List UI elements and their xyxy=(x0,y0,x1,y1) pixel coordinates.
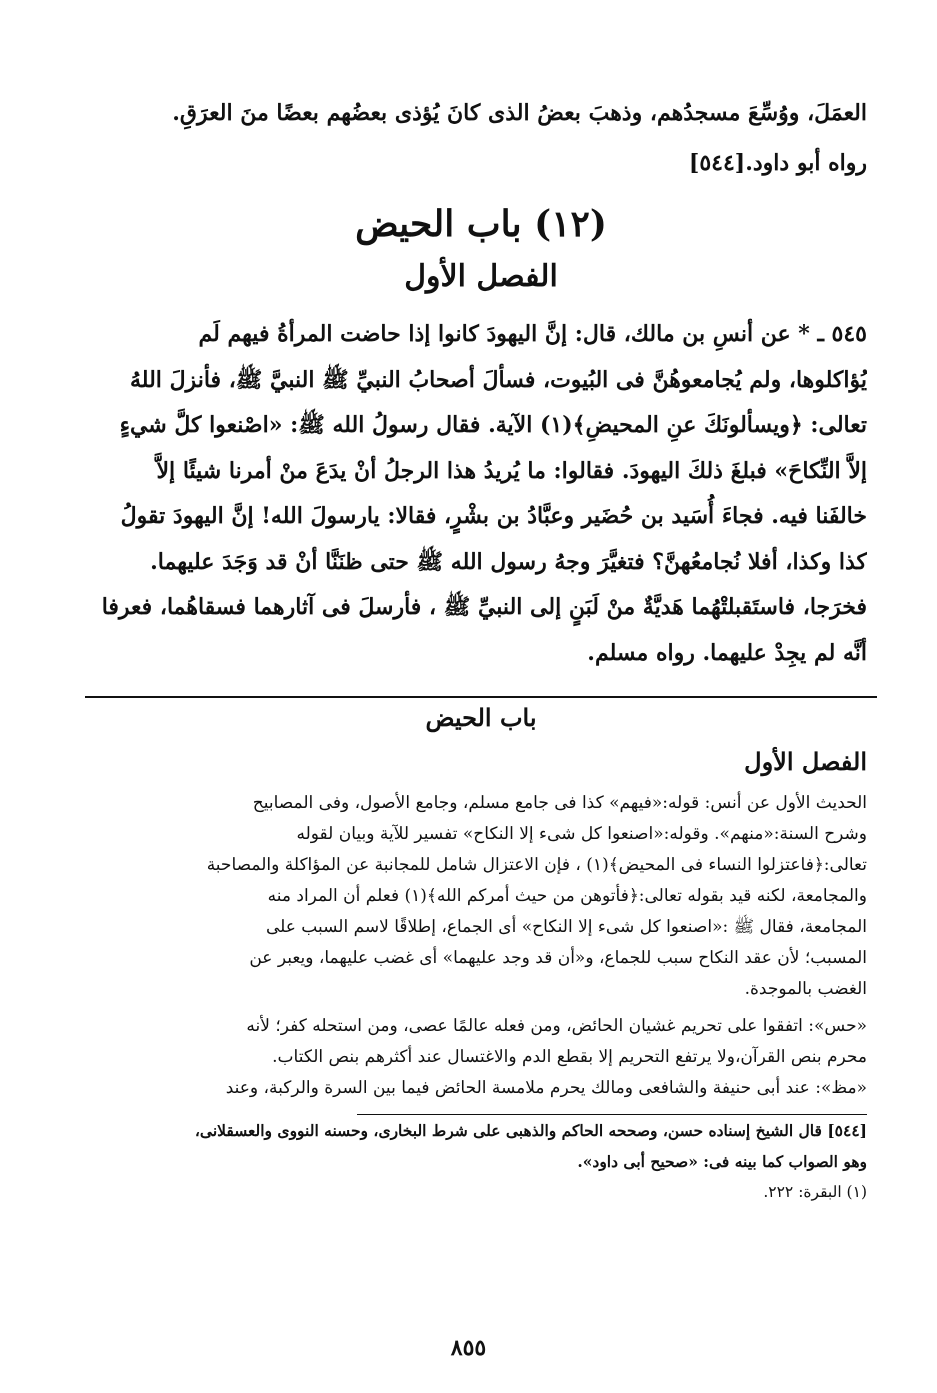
commentary-subtitle: الفصل الأول xyxy=(744,747,867,776)
text-line: «مظ»: عند أبى حنيفة والشافعى ومالك يحرم ملامسة الحائض فيما بين السرة والركبة، وعند xyxy=(225,1078,867,1098)
section-title: الفصل الأول xyxy=(404,259,558,294)
chapter-title: (١٢) باب الحيض xyxy=(355,203,607,245)
commentary-notes xyxy=(95,1011,867,1104)
text-line: الغضب بالموجدة. xyxy=(744,979,867,999)
text-line: «حس»: اتفقوا على تحريم غشيان الحائض، ومن فعله عالمًا عصى، ومن استحله كفر؛ لأنه xyxy=(246,1016,867,1036)
text-line: كذا وكذا، أفلا نُجامعُهنَّ؟ فتغيَّرَ وجهُ رسول الله ﷺ حتى ظنَنَّا أنْ قد وَجَدَ عليهما. xyxy=(150,548,867,575)
text-line: العمَلَ، ووُسِّعَ مسجدُهم، وذهبَ بعضُ الذى كانَ يُؤذى بعضُهم بعضًا منَ العرَقِ. xyxy=(172,100,867,126)
text-line: المسبب؛ لأن عقد النكاح سبب للجماع، و«أن قد وجد عليهما» أى غضب عليهما، ويعبر عن xyxy=(249,948,867,968)
commentary-text xyxy=(95,788,867,1005)
text-line: ٥٤٥ ـ * عن أنسِ بن مالك، قال: إنَّ اليهودَ كانوا إذا حاضت المرأةُ فيهم لَم xyxy=(198,321,867,347)
text-line: تعالى:﴿فاعتزلوا النساء فى المحيض﴾(١) ، فإن الاعتزال شامل للمجانبة عن المؤاكلة والمصاحبة xyxy=(206,855,867,875)
text-line: إلاَّ النِّكاحَ» فبلغَ ذلكَ اليهودَ. فقالوا: ما يُريدُ هذا الرجلُ أنْ يدَعَ منْ أمرنا شيئًا إلاَّ xyxy=(156,457,867,484)
page-number: ٨٥٥ xyxy=(450,1335,487,1361)
text-line: والمجامعة، لكنه قيد بقوله تعالى:﴿فأتوهن من حيث أمركم الله﴾(١) فعلم أن المراد منه xyxy=(267,886,867,906)
hadith-text xyxy=(95,312,867,676)
text-line: وشرح السنة:«منهم». وقوله:«اصنعوا كل شىء إلا النكاح» تفسير للآية وبيان لقوله xyxy=(296,824,867,844)
text-line: رواه أبو داود.[٥٤٤] xyxy=(688,150,867,176)
footnote-line: وهو الصواب كما بينه فى: «صحيح أبى داود». xyxy=(577,1152,867,1171)
text-line: أنَّه لم يجِدْ عليهما. رواه مسلم. xyxy=(587,639,867,666)
footnote-line: [٥٤٤] قال الشيخ إسناده حسن، وصححه الحاكم والذهبى على شرط البخارى، وحسنه النووى والعسقلانى، xyxy=(194,1121,867,1140)
text-line: خالفَنا فيه. فجاءَ أُسَيد بن حُضَير وعبَّادُ بن بشْرٍ، فقالا: يارسولَ الله! إنَّ اليهودَ تقولُ xyxy=(120,503,867,529)
text-line: تعالى: ﴿ويسألونَكَ عنِ المحيضِ﴾(١) الآية. فقال رسولُ الله ﷺ: «اصْنعوا كلَّ شيءٍ xyxy=(119,412,867,438)
footnotes xyxy=(95,1115,867,1177)
footnote-reference xyxy=(95,1177,867,1207)
top-text xyxy=(95,88,867,188)
commentary-title: باب الحيض xyxy=(425,703,537,732)
footnote-line: (١) البقرة: ٢٢٢. xyxy=(763,1183,867,1201)
text-line: المجامعة، فقال ﷺ :«اصنعوا كل شىء إلا النكاح» أى الجماع، إطلاقًا لاسم السبب على xyxy=(265,917,867,937)
text-line: يُؤاكلوها، ولم يُجامعوهُنَّ فى البُيوت، فسألَ أصحابُ النبيِّ ﷺ النبيَّ ﷺ، فأنزلَ اللهُ xyxy=(130,366,867,393)
text-line: الحديث الأول عن أنس: قوله:«فيهم» كذا فى جامع مسلم، وجامع الأصول، وفى المصابيح xyxy=(252,793,867,813)
text-line: فخرَجا، فاستَقبلتْهُما هَديَّةٌ منْ لَبَنٍ إلى النبيِّ ﷺ ، فأرسلَ فى آثارهما فسقاهُما، فعرفا xyxy=(101,594,867,620)
text-line: محرم بنص القرآن،ولا يرتفع التحريم إلا بقطع الدم والاغتسال عند أكثرهم بنص الكتاب. xyxy=(272,1047,867,1067)
